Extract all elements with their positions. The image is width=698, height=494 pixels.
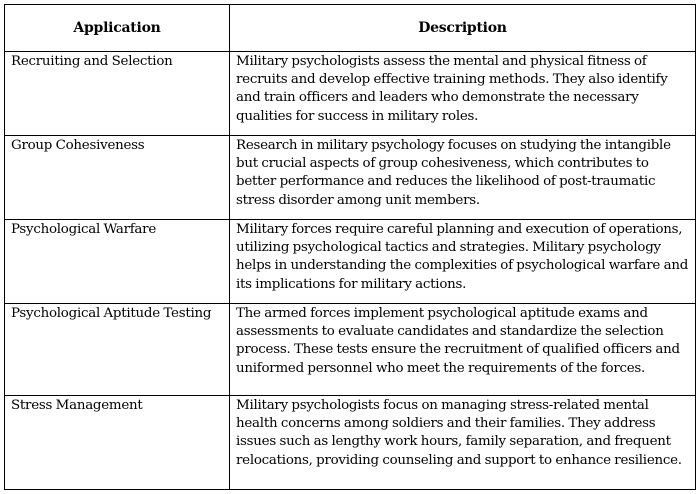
- description-cell: Research in military psychology focuses on studying the intangible but crucial aspects of group cohesiveness, which contributes to better performance and reduces the likelihood of post-traumatic stress disorder among unit members.: [230, 136, 696, 220]
- application-cell: Stress Management: [5, 396, 230, 490]
- table-row: [5, 220, 696, 304]
- description-cell: Military psychologists focus on managing stress-related mental health concerns among soldiers and their families. They address issues such as lengthy work hours, family separation, and frequent relocations, providing counseling and support to enhance resilience.: [230, 396, 696, 490]
- application-cell: Psychological Aptitude Testing: [5, 304, 230, 396]
- table-header: [5, 5, 696, 52]
- description-cell: The armed forces implement psychological aptitude exams and assessments to evaluate candidates and standardize the selection process. These tests ensure the recruitment of qualified officers and uniformed personnel who meet the requirements of the forces.: [230, 304, 696, 396]
- application-cell: Group Cohesiveness: [5, 136, 230, 220]
- description-cell: Military forces require careful planning and execution of operations, utilizing psychological tactics and strategies. Military psychology helps in understanding the complexities of psychological warfare and its implications for military actions.: [230, 220, 696, 304]
- table-row: [5, 52, 696, 136]
- table-body: [5, 52, 696, 490]
- application-cell: Psychological Warfare: [5, 220, 230, 304]
- applications-table: [4, 4, 696, 490]
- table-row: [5, 136, 696, 220]
- header-row: [5, 5, 696, 52]
- description-cell: Military psychologists assess the mental and physical fitness of recruits and develop effective training methods. They also identify and train officers and leaders who demonstrate the necessary qualities for success in military roles.: [230, 52, 696, 136]
- table-row: [5, 304, 696, 396]
- header-description: Description: [230, 5, 696, 52]
- table-row: [5, 396, 696, 490]
- header-application: Application: [5, 5, 230, 52]
- application-cell: Recruiting and Selection: [5, 52, 230, 136]
